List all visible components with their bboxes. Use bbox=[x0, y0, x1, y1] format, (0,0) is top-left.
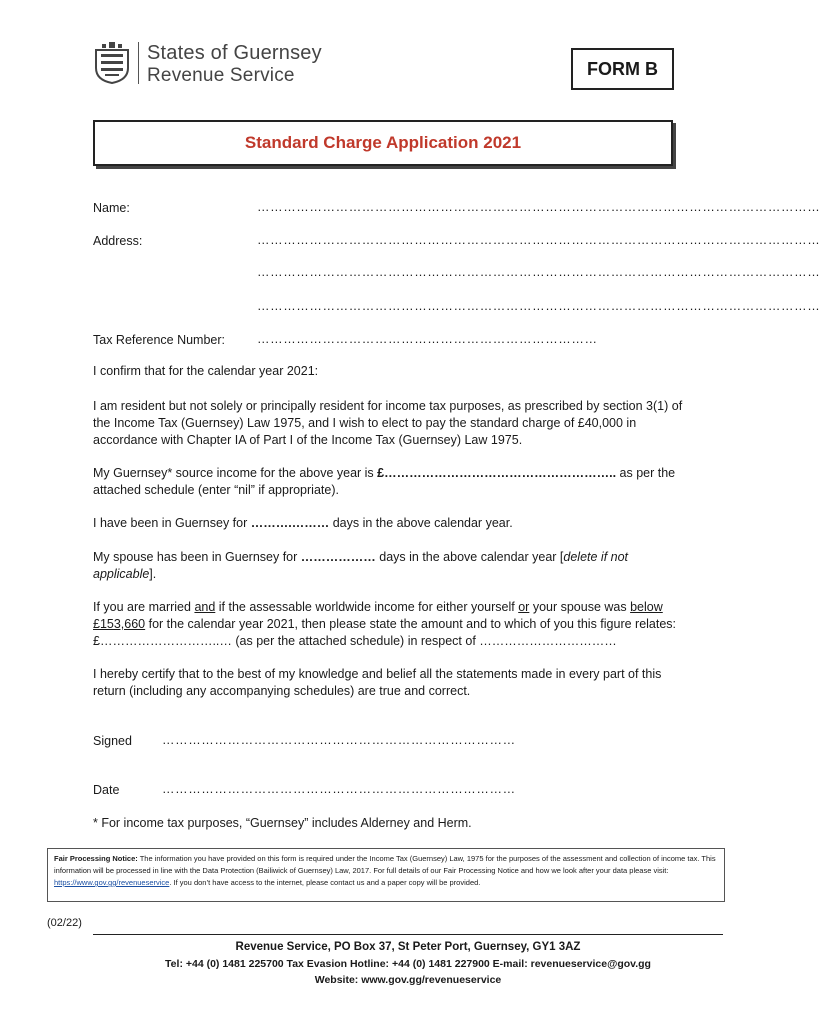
days-field[interactable]: ……….……… bbox=[250, 516, 330, 530]
date-label: Date bbox=[93, 783, 120, 797]
page-title: Standard Charge Application 2021 bbox=[244, 133, 522, 152]
fair-processing-notice: Fair Processing Notice: The information you have provided on this form is required under the Income Tax (Guernsey) Law, 1975 for the purposes of the assessment and collection of income tax. This information will be processed in line with the Data Protection (Bailiwick of Guernsey) Law, 2017. For full details of our Fair Processing Notice and how we look after your data please visit: https://www.gov.gg/revenueservice. If you don’t have access to the internet, please contact us and a paper copy will be provided. bbox=[47, 848, 725, 902]
signature-field[interactable]: ……………………………………………………………………… bbox=[162, 733, 516, 747]
footer-contacts: Tel: +44 (0) 1481 225700 Tax Evasion Hotline: +44 (0) 1481 227900 E-mail: revenueservice@gov.gg bbox=[165, 958, 651, 970]
spouse-days-field[interactable]: ……………… bbox=[300, 550, 376, 564]
title-box bbox=[93, 120, 673, 166]
name-field[interactable]: ………………………………………………………………………………………………………………… bbox=[257, 200, 820, 214]
notice-heading: Fair Processing Notice: bbox=[54, 854, 138, 863]
married-statement: If you are married and if the assessable worldwide income for either yourself or your spouse was below £153,660 for the calendar year 2021, then please state the amount and to which of you this figure relates: £………………………..… (as per the attached schedule) in respect of …………………………… bbox=[93, 600, 677, 648]
footer-address: Revenue Service, PO Box 37, St Peter Port, Guernsey, GY1 3AZ bbox=[235, 941, 581, 953]
name-label: Name: bbox=[93, 201, 130, 215]
resident-statement: I am resident but not solely or principally resident for income tax purposes, as prescribed by section 3(1) of the Income Tax (Guernsey) Law 1975, and I wish to elect to pay the standard charge of £40,000 in accordance with Chapter IA of Part I of the Income Tax (Guernsey) Law 1975. bbox=[93, 399, 683, 447]
tax-reference-field[interactable]: …………………………………………………………………… bbox=[257, 332, 598, 346]
form-label: FORM B bbox=[571, 48, 674, 90]
signed-label: Signed bbox=[93, 734, 132, 748]
address-field-line1[interactable]: ………………………………………………………………………………………………………………… bbox=[257, 233, 820, 247]
spouse-days-statement: My spouse has been in Guernsey for ……………… days in the above calendar year [delete if not applicable]. bbox=[93, 550, 629, 581]
footer-website: Website: www.gov.gg/revenueservice bbox=[314, 974, 502, 986]
confirm-statement: I confirm that for the calendar year 2021: bbox=[93, 364, 319, 378]
notice-link[interactable]: https://www.gov.gg/revenueservice bbox=[54, 878, 170, 887]
income-statement: My Guernsey* source income for the above year is £……………………………………………….. as per the attached schedule (enter “nil” if appropriate). bbox=[93, 466, 676, 497]
tax-reference-label: Tax Reference Number: bbox=[93, 333, 226, 347]
address-field-line2[interactable]: ………………………………………………………………………………………………………………… bbox=[257, 265, 820, 279]
income-field[interactable]: £……………………………………………….. bbox=[377, 466, 617, 480]
logo-subtitle: Revenue Service bbox=[147, 65, 295, 86]
certify-statement: I hereby certify that to the best of my knowledge and belief all the statements made in every part of this return (including any accompanying schedules) are true and correct. bbox=[93, 667, 662, 698]
address-field-line3[interactable]: ………………………………………………………………………………………………………………… bbox=[257, 299, 820, 313]
guernsey-crest-icon bbox=[92, 40, 132, 84]
form-code: (02/22) bbox=[47, 917, 82, 929]
guernsey-footnote: * For income tax purposes, “Guernsey” includes Alderney and Herm. bbox=[93, 816, 472, 830]
days-statement: I have been in Guernsey for ……….……… days in the above calendar year. bbox=[93, 516, 513, 530]
logo-title: States of Guernsey bbox=[147, 42, 322, 64]
address-label: Address: bbox=[93, 234, 143, 248]
date-field[interactable]: ……………………………………………………………………… bbox=[162, 782, 516, 796]
footer-divider bbox=[93, 934, 723, 935]
logo-divider bbox=[138, 42, 139, 84]
